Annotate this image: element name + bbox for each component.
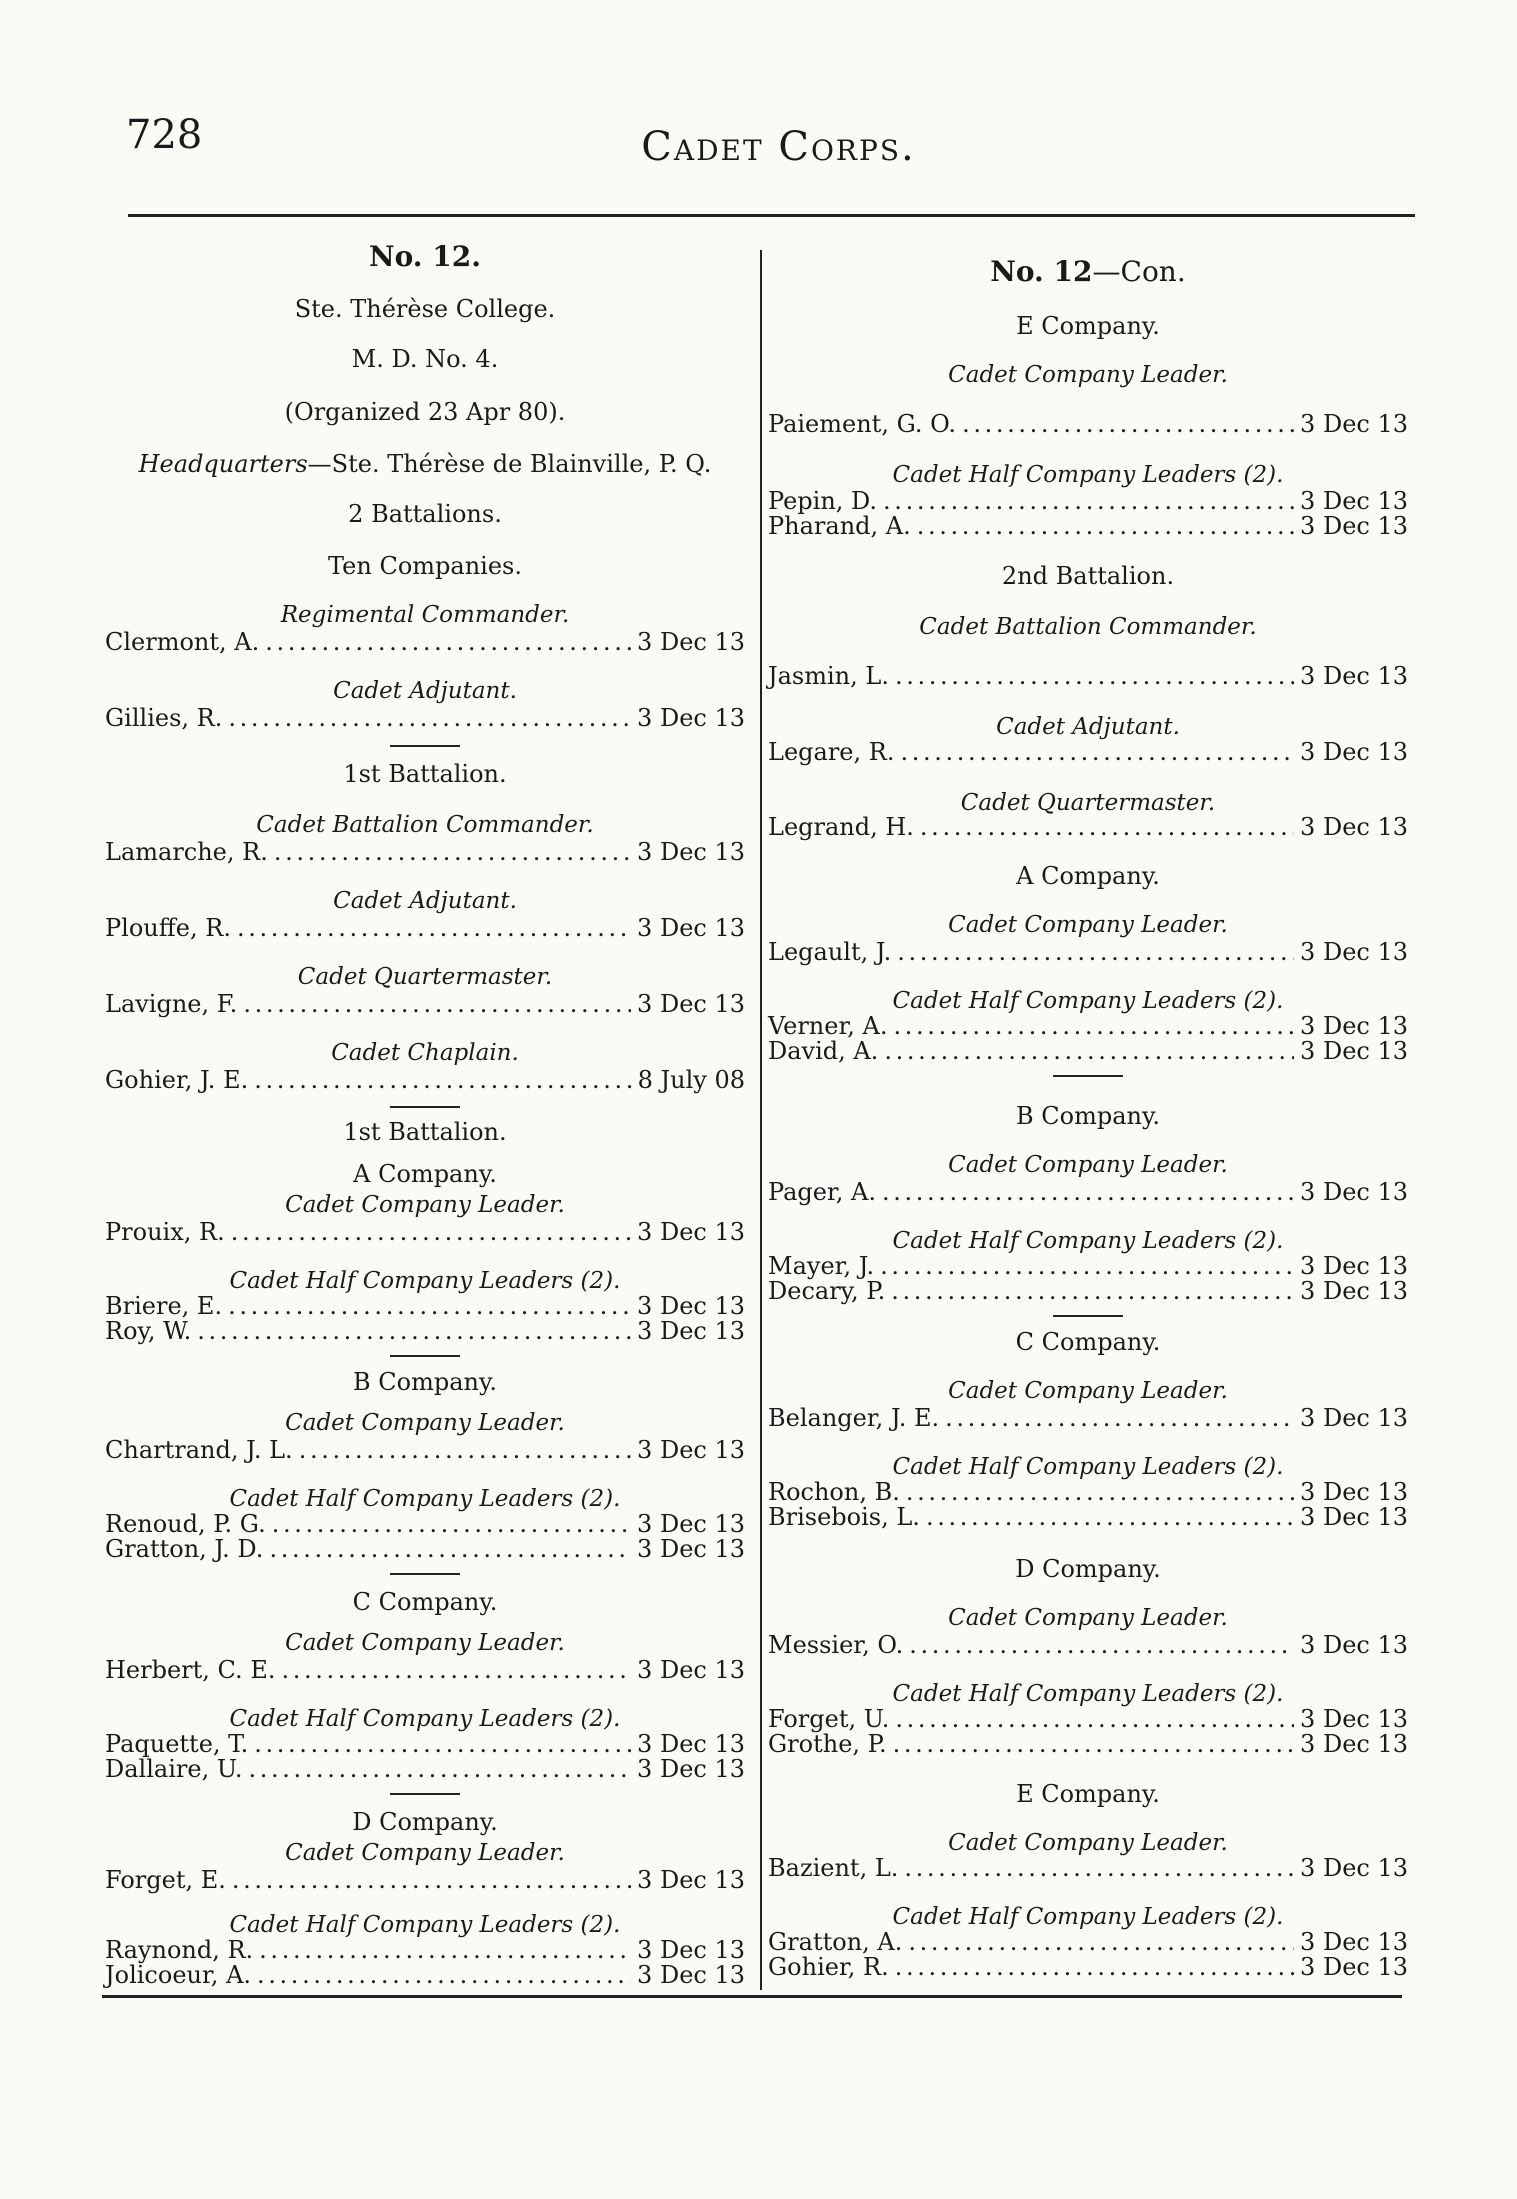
entry-name: Rochon, B. [768, 1478, 900, 1506]
role-title: Cadet Company Leader. [948, 912, 1228, 938]
dot-leader [904, 1854, 1294, 1882]
entry-name: Belanger, J. E. [768, 1404, 940, 1432]
roster-entry [768, 487, 1408, 515]
entry-name: Prouix, R. [105, 1218, 225, 1246]
dot-leader [883, 487, 1294, 515]
battalion-heading: 1st Battalion. [343, 1118, 507, 1146]
company-heading: C Company. [352, 1588, 498, 1616]
entry-date: 3 Dec 13 [637, 838, 745, 866]
entry-date: 3 Dec 13 [1300, 1705, 1408, 1733]
headquarters-place: —Ste. Thérèse de Blainville, P. Q. [307, 450, 712, 478]
dot-leader [265, 628, 631, 656]
role-title: Cadet Adjutant. [333, 678, 517, 704]
entry-name: Paquette, T. [105, 1730, 249, 1758]
company-heading: B Company. [1016, 1102, 1160, 1130]
dot-leader [254, 1066, 631, 1094]
roster-entry [105, 1961, 745, 1989]
dot-leader [920, 813, 1294, 841]
roster-entry [105, 1066, 745, 1094]
top-rule [128, 214, 1415, 217]
dot-leader [248, 1755, 631, 1783]
entry-name: Messier, O. [768, 1631, 904, 1659]
entry-name: Legrand, H. [768, 813, 914, 841]
role-title: Cadet Company Leader. [948, 1830, 1228, 1856]
entry-name: Lamarche, R. [105, 838, 268, 866]
roster-entry [768, 1928, 1408, 1956]
entry-name: David, A. [768, 1037, 879, 1065]
dot-leader [243, 990, 631, 1018]
entry-date: 3 Dec 13 [1300, 813, 1408, 841]
entry-name: Gohier, R. [768, 1953, 889, 1981]
role-title: Cadet Company Leader. [285, 1410, 565, 1436]
roster-entry [768, 1953, 1408, 1981]
entry-date: 3 Dec 13 [637, 1218, 745, 1246]
role-title: Cadet Half Company Leaders (2). [229, 1706, 621, 1732]
entry-name: Gohier, J. E. [105, 1066, 249, 1094]
dot-leader [926, 1503, 1294, 1531]
entry-date: 3 Dec 13 [1300, 512, 1408, 540]
organized-date: (Organized 23 Apr 80). [284, 398, 566, 426]
dot-leader [893, 1730, 1294, 1758]
entry-name: Chartrand, J. L. [105, 1436, 293, 1464]
entry-date: 3 Dec 13 [637, 1510, 745, 1538]
entry-name: Forget, U. [768, 1705, 890, 1733]
roster-entry [768, 1252, 1408, 1280]
dot-leader [232, 1866, 631, 1894]
dot-leader [909, 1631, 1294, 1659]
entry-date: 3 Dec 13 [1300, 1178, 1408, 1206]
roster-entry [105, 1535, 745, 1563]
role-title: Cadet Half Company Leaders (2). [229, 1912, 621, 1938]
entry-date: 8 July 08 [637, 1066, 745, 1094]
roster-entry [768, 1178, 1408, 1206]
dot-leader [917, 512, 1294, 540]
separator [1053, 1315, 1123, 1317]
entry-name: Clermont, A. [105, 628, 260, 656]
role-title: Cadet Half Company Leaders (2). [892, 1454, 1284, 1480]
roster-entry [105, 1755, 745, 1783]
roster-entry [105, 1866, 745, 1894]
entry-name: Pepin, D. [768, 487, 878, 515]
company-heading: A Company. [353, 1160, 497, 1188]
entry-name: Gillies, R. [105, 704, 223, 732]
separator [390, 1355, 460, 1357]
dot-leader [897, 938, 1294, 966]
headquarters [105, 450, 745, 478]
bottom-rule [102, 1995, 1402, 1998]
battalion-heading: 2nd Battalion. [1001, 562, 1175, 590]
role-title: Cadet Half Company Leaders (2). [892, 1228, 1284, 1254]
dot-leader [895, 662, 1294, 690]
dot-leader [228, 1292, 631, 1320]
entry-date: 3 Dec 13 [1300, 1854, 1408, 1882]
dot-leader [269, 1535, 631, 1563]
role-title: Cadet Quartermaster. [960, 790, 1216, 816]
entry-name: Raynond, R. [105, 1936, 254, 1964]
entry-date: 3 Dec 13 [637, 1535, 745, 1563]
entry-name: Renoud, P. G. [105, 1510, 266, 1538]
roster-entry [105, 1510, 745, 1538]
company-heading: E Company. [1016, 312, 1160, 340]
separator [390, 1573, 460, 1575]
role-title: Cadet Company Leader. [948, 1152, 1228, 1178]
dot-leader [891, 1277, 1294, 1305]
entry-name: Jolicoeur, A. [105, 1961, 252, 1989]
role-title: Cadet Company Leader. [285, 1192, 565, 1218]
entry-name: Gratton, A. [768, 1928, 903, 1956]
heading-number: No. 12 [990, 255, 1093, 288]
roster-entry [768, 1631, 1408, 1659]
role-title: Cadet Quartermaster. [297, 964, 553, 990]
entry-date: 3 Dec 13 [1300, 662, 1408, 690]
page-number: 728 [126, 112, 203, 158]
role-title: Cadet Adjutant. [996, 714, 1180, 740]
dot-leader [895, 1953, 1294, 1981]
roster-entry [105, 704, 745, 732]
roster-entry [105, 1292, 745, 1320]
entry-name: Legault, J. [768, 938, 892, 966]
roster-entry [768, 410, 1408, 438]
entry-name: Pager, A. [768, 1178, 876, 1206]
dot-leader [272, 1510, 631, 1538]
company-heading: D Company. [352, 1808, 498, 1836]
entry-date: 3 Dec 13 [1300, 1404, 1408, 1432]
role-title: Cadet Half Company Leaders (2). [229, 1486, 621, 1512]
separator [390, 1793, 460, 1795]
roster-entry [768, 1854, 1408, 1882]
dot-leader [259, 1936, 631, 1964]
roster-entry [768, 512, 1408, 540]
dot-leader [894, 1012, 1295, 1040]
section-heading [768, 255, 1408, 288]
roster-entry [105, 838, 745, 866]
roster-entry [768, 1478, 1408, 1506]
separator [390, 745, 460, 747]
entry-date: 3 Dec 13 [1300, 1037, 1408, 1065]
entry-date: 3 Dec 13 [1300, 1928, 1408, 1956]
entry-name: Roy, W. [105, 1317, 192, 1345]
entry-name: Mayer, J. [768, 1252, 875, 1280]
dot-leader [945, 1404, 1294, 1432]
role-title: Cadet Half Company Leaders (2). [892, 988, 1284, 1014]
company-heading: D Company. [1015, 1555, 1161, 1583]
roster-entry [768, 1404, 1408, 1432]
role-title: Cadet Battalion Commander. [919, 614, 1257, 640]
entry-date: 3 Dec 13 [1300, 1730, 1408, 1758]
dot-leader [880, 1252, 1294, 1280]
roster-entry [768, 1012, 1408, 1040]
entry-date: 3 Dec 13 [637, 1936, 745, 1964]
dot-leader [895, 1705, 1294, 1733]
college-name: Ste. Thérèse College. [294, 295, 556, 323]
entry-name: Verner, A. [768, 1012, 888, 1040]
roster-entry [768, 738, 1408, 766]
company-heading: E Company. [1016, 1780, 1160, 1808]
entry-name: Decary, P. [768, 1277, 886, 1305]
roster-entry [105, 1218, 745, 1246]
entry-name: Pharand, A. [768, 512, 911, 540]
entry-name: Herbert, C. E. [105, 1656, 276, 1684]
dot-leader [908, 1928, 1294, 1956]
role-title: Cadet Battalion Commander. [256, 812, 594, 838]
battalion-heading: 1st Battalion. [343, 760, 507, 788]
roster-entry [768, 1705, 1408, 1733]
entry-date: 3 Dec 13 [637, 704, 745, 732]
entry-date: 3 Dec 13 [1300, 1631, 1408, 1659]
dot-leader [254, 1730, 631, 1758]
entry-date: 3 Dec 13 [637, 1436, 745, 1464]
entry-name: Bazient, L. [768, 1854, 899, 1882]
entry-name: Plouffe, R. [105, 914, 231, 942]
company-count: Ten Companies. [328, 552, 522, 580]
dot-leader [274, 838, 631, 866]
dot-leader [884, 1037, 1294, 1065]
roster-entry [768, 938, 1408, 966]
role-title: Cadet Half Company Leaders (2). [892, 462, 1284, 488]
dot-leader [231, 1218, 631, 1246]
separator [390, 1106, 460, 1108]
role-title: Cadet Half Company Leaders (2). [229, 1268, 621, 1294]
entry-date: 3 Dec 13 [1300, 1012, 1408, 1040]
roster-entry [768, 1277, 1408, 1305]
entry-name: Gratton, J. D. [105, 1535, 264, 1563]
entry-date: 3 Dec 13 [1300, 938, 1408, 966]
entry-name: Grothe, P. [768, 1730, 887, 1758]
entry-date: 3 Dec 13 [1300, 487, 1408, 515]
roster-entry [105, 1656, 745, 1684]
column-divider [760, 250, 762, 1990]
battalion-count: 2 Battalions. [348, 500, 502, 528]
separator [1053, 1075, 1123, 1077]
roster-entry [768, 1037, 1408, 1065]
role-title: Cadet Company Leader. [285, 1840, 565, 1866]
entry-date: 3 Dec 13 [1300, 738, 1408, 766]
entry-name: Forget, E. [105, 1866, 226, 1894]
entry-name: Briere, E. [105, 1292, 223, 1320]
role-title: Cadet Adjutant. [333, 888, 517, 914]
entry-date: 3 Dec 13 [1300, 1953, 1408, 1981]
role-title: Cadet Company Leader. [285, 1630, 565, 1656]
entry-date: 3 Dec 13 [1300, 1478, 1408, 1506]
entry-name: Brisebois, L. [768, 1503, 920, 1531]
entry-date: 3 Dec 13 [637, 628, 745, 656]
role-title: Cadet Half Company Leaders (2). [892, 1904, 1284, 1930]
dot-leader [257, 1961, 631, 1989]
entry-name: Lavigne, F. [105, 990, 238, 1018]
entry-name: Legare, R. [768, 738, 895, 766]
entry-name: Dallaire, U. [105, 1755, 243, 1783]
dot-leader [299, 1436, 631, 1464]
roster-entry [768, 1503, 1408, 1531]
entry-date: 3 Dec 13 [637, 1317, 745, 1345]
dot-leader [900, 738, 1294, 766]
roster-entry [768, 662, 1408, 690]
dot-leader [281, 1656, 631, 1684]
entry-name: Jasmin, L. [768, 662, 889, 690]
entry-date: 3 Dec 13 [637, 990, 745, 1018]
entry-date: 3 Dec 13 [1300, 1252, 1408, 1280]
roster-entry [768, 813, 1408, 841]
military-district: M. D. No. 4. [351, 345, 499, 373]
roster-entry [105, 1730, 745, 1758]
entry-date: 3 Dec 13 [637, 914, 745, 942]
entry-date: 3 Dec 13 [637, 1656, 745, 1684]
section-heading: No. 12. [369, 240, 481, 273]
entry-date: 3 Dec 13 [1300, 1277, 1408, 1305]
role-title: Cadet Company Leader. [948, 1605, 1228, 1631]
role-title: Cadet Half Company Leaders (2). [892, 1681, 1284, 1707]
dot-leader [882, 1178, 1294, 1206]
running-title: Cadet Corps. [641, 124, 916, 170]
dot-leader [228, 704, 631, 732]
company-heading: B Company. [353, 1368, 497, 1396]
entry-date: 3 Dec 13 [637, 1730, 745, 1758]
company-heading: C Company. [1015, 1328, 1161, 1356]
role-title: Cadet Company Leader. [948, 1378, 1228, 1404]
entry-date: 3 Dec 13 [637, 1961, 745, 1989]
entry-date: 3 Dec 13 [637, 1755, 745, 1783]
entry-date: 3 Dec 13 [637, 1866, 745, 1894]
roster-entry [768, 1730, 1408, 1758]
role-title: Regimental Commander. [280, 602, 570, 628]
company-heading: A Company. [1016, 862, 1160, 890]
role-title: Cadet Company Leader. [948, 362, 1228, 388]
dot-leader [237, 914, 631, 942]
headquarters-label: Headquarters [138, 450, 308, 478]
roster-entry [105, 1936, 745, 1964]
role-title: Cadet Chaplain. [331, 1040, 519, 1066]
entry-date: 3 Dec 13 [1300, 1503, 1408, 1531]
dot-leader [197, 1317, 631, 1345]
roster-entry [105, 914, 745, 942]
roster-entry [105, 1317, 745, 1345]
roster-entry [105, 628, 745, 656]
dot-leader [906, 1478, 1294, 1506]
roster-entry [105, 1436, 745, 1464]
roster-entry [105, 990, 745, 1018]
entry-name: Paiement, G. O. [768, 410, 957, 438]
dot-leader [962, 410, 1294, 438]
entry-date: 3 Dec 13 [1300, 410, 1408, 438]
heading-continued: —Con. [1092, 255, 1186, 288]
entry-date: 3 Dec 13 [637, 1292, 745, 1320]
